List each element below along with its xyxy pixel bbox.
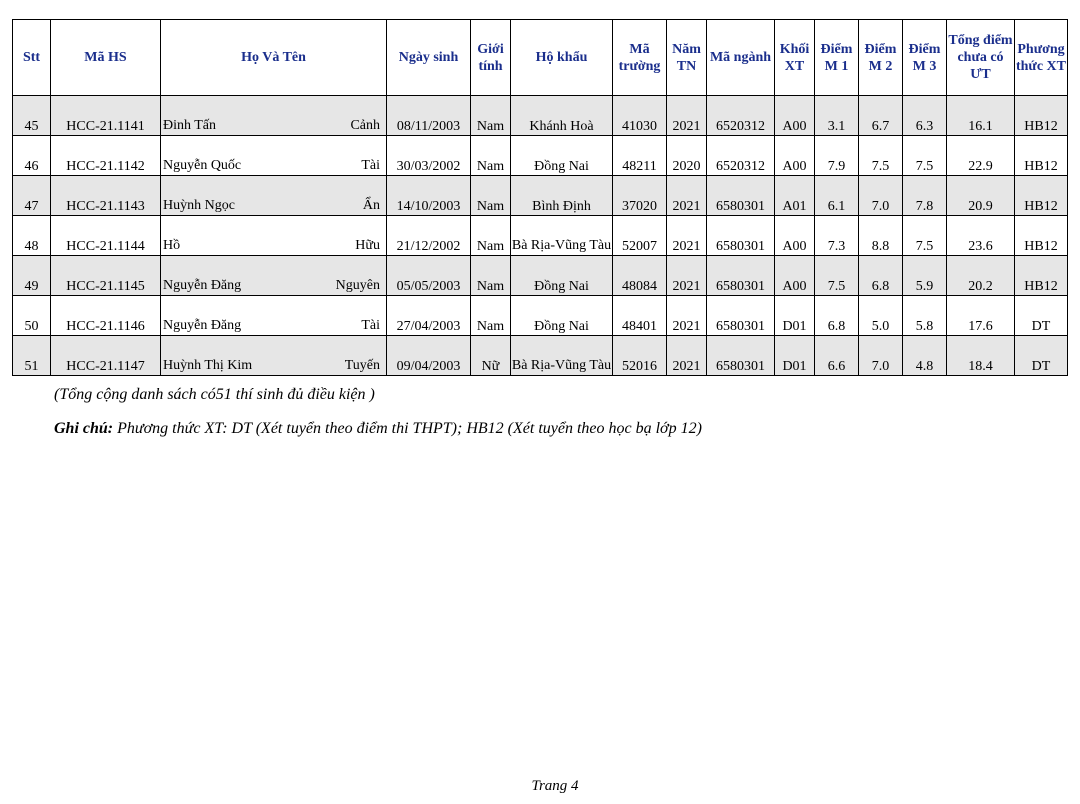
cell-tong: 20.9 <box>947 176 1015 216</box>
cell-namtn: 2021 <box>667 216 707 256</box>
cell-ngaysinh: 14/10/2003 <box>387 176 471 216</box>
cell-khoi: A01 <box>775 176 815 216</box>
header-row <box>13 20 1068 96</box>
cell-pt: HB12 <box>1015 256 1068 296</box>
cell-manganh: 6580301 <box>707 216 775 256</box>
note <box>54 420 702 438</box>
cell-pt: HB12 <box>1015 96 1068 136</box>
cell-namtn: 2021 <box>667 96 707 136</box>
cell-ho: Nguyễn Quốc <box>163 158 242 173</box>
cell-m3: 5.8 <box>903 296 947 336</box>
cell-m3: 6.3 <box>903 96 947 136</box>
cell-tong: 17.6 <box>947 296 1015 336</box>
cell-gioitinh: Nam <box>471 136 511 176</box>
cell-khoi: A00 <box>775 216 815 256</box>
cell-gioitinh: Nam <box>471 216 511 256</box>
cell-matruong: 48084 <box>613 256 667 296</box>
cell-hoten <box>161 336 387 376</box>
cell-hokhau: Đồng Nai <box>511 296 613 336</box>
cell-m3: 7.5 <box>903 136 947 176</box>
cell-matruong: 52016 <box>613 336 667 376</box>
cell-ho: Huỳnh Ngọc <box>163 198 235 213</box>
cell-m1: 7.9 <box>815 136 859 176</box>
cell-gioitinh: Nam <box>471 176 511 216</box>
header-khoixt: Khối XT <box>775 20 815 96</box>
cell-m1: 6.6 <box>815 336 859 376</box>
cell-manganh: 6580301 <box>707 256 775 296</box>
cell-tong: 18.4 <box>947 336 1015 376</box>
cell-stt: 51 <box>13 336 51 376</box>
cell-hokhau: Đồng Nai <box>511 136 613 176</box>
cell-ho: Huỳnh Thị Kim <box>163 358 253 373</box>
cell-stt: 45 <box>13 96 51 136</box>
header-stt: Stt <box>13 20 51 96</box>
cell-hokhau: Bà Rịa-Vũng Tàu <box>511 336 613 376</box>
cell-matruong: 37020 <box>613 176 667 216</box>
cell-gioitinh: Nam <box>471 296 511 336</box>
cell-stt: 47 <box>13 176 51 216</box>
cell-manganh: 6580301 <box>707 296 775 336</box>
cell-gioitinh: Nam <box>471 256 511 296</box>
cell-ho: Đinh Tấn <box>163 118 217 133</box>
cell-pt: HB12 <box>1015 136 1068 176</box>
header-matruong: Mã trường <box>613 20 667 96</box>
header-mahs: Mã HS <box>51 20 161 96</box>
header-hokhau: Hộ khẩu <box>511 20 613 96</box>
cell-hoten <box>161 176 387 216</box>
cell-m2: 7.0 <box>859 176 903 216</box>
cell-stt: 48 <box>13 216 51 256</box>
cell-gioitinh: Nữ <box>471 336 511 376</box>
cell-manganh: 6520312 <box>707 136 775 176</box>
cell-pt: DT <box>1015 296 1068 336</box>
cell-hokhau: Bà Rịa-Vũng Tàu <box>511 216 613 256</box>
cell-m1: 3.1 <box>815 96 859 136</box>
cell-ten: Tuyến <box>344 358 380 373</box>
cell-ngaysinh: 30/03/2002 <box>387 136 471 176</box>
cell-ten: Cảnh <box>350 118 380 133</box>
cell-khoi: D01 <box>775 296 815 336</box>
cell-m2: 6.8 <box>859 256 903 296</box>
cell-mahs: HCC-21.1141 <box>51 96 161 136</box>
cell-pt: DT <box>1015 336 1068 376</box>
cell-ten: Tài <box>361 158 380 173</box>
header-ngaysinh: Ngày sinh <box>387 20 471 96</box>
cell-khoi: A00 <box>775 256 815 296</box>
table-row <box>13 176 1068 216</box>
cell-hokhau: Bình Định <box>511 176 613 216</box>
cell-m3: 5.9 <box>903 256 947 296</box>
header-gioitinh: Giới tính <box>471 20 511 96</box>
cell-hoten <box>161 216 387 256</box>
cell-namtn: 2021 <box>667 176 707 216</box>
note-label: Ghi chú: <box>54 420 114 437</box>
cell-matruong: 48211 <box>613 136 667 176</box>
header-diem3: Điểm M 3 <box>903 20 947 96</box>
cell-tong: 22.9 <box>947 136 1015 176</box>
cell-m3: 7.8 <box>903 176 947 216</box>
cell-mahs: HCC-21.1142 <box>51 136 161 176</box>
page-number: Trang 4 <box>531 778 579 794</box>
header-namtn: Năm TN <box>667 20 707 96</box>
cell-m1: 6.8 <box>815 296 859 336</box>
header-manganh: Mã ngành <box>707 20 775 96</box>
candidate-table <box>12 19 1068 376</box>
cell-mahs: HCC-21.1144 <box>51 216 161 256</box>
cell-mahs: HCC-21.1145 <box>51 256 161 296</box>
cell-manganh: 6580301 <box>707 176 775 216</box>
cell-ngaysinh: 21/12/2002 <box>387 216 471 256</box>
cell-stt: 46 <box>13 136 51 176</box>
cell-hoten <box>161 296 387 336</box>
cell-namtn: 2021 <box>667 336 707 376</box>
cell-pt: HB12 <box>1015 176 1068 216</box>
cell-m1: 7.5 <box>815 256 859 296</box>
cell-tong: 16.1 <box>947 96 1015 136</box>
cell-ten: Hữu <box>355 238 380 253</box>
cell-mahs: HCC-21.1143 <box>51 176 161 216</box>
cell-namtn: 2021 <box>667 296 707 336</box>
cell-ngaysinh: 08/11/2003 <box>387 96 471 136</box>
cell-matruong: 48401 <box>613 296 667 336</box>
cell-manganh: 6520312 <box>707 96 775 136</box>
cell-ten: Tài <box>361 318 380 333</box>
cell-ngaysinh: 27/04/2003 <box>387 296 471 336</box>
header-hoten: Họ Và Tên <box>161 20 387 96</box>
cell-ngaysinh: 09/04/2003 <box>387 336 471 376</box>
cell-mahs: HCC-21.1147 <box>51 336 161 376</box>
cell-ten: Nguyên <box>335 278 380 293</box>
header-diem1: Điểm M 1 <box>815 20 859 96</box>
cell-mahs: HCC-21.1146 <box>51 296 161 336</box>
note-text: Phương thức XT: DT (Xét tuyển theo điểm thi THPT); HB12 (Xét tuyển theo học bạ lớp 12) <box>113 420 702 437</box>
cell-gioitinh: Nam <box>471 96 511 136</box>
summary-text: (Tổng cộng danh sách có51 thí sinh đủ điều kiện ) <box>54 386 375 403</box>
cell-namtn: 2021 <box>667 256 707 296</box>
header-phuongthuc: Phương thức XT <box>1015 20 1068 96</box>
cell-hokhau: Khánh Hoà <box>511 96 613 136</box>
cell-hoten <box>161 96 387 136</box>
cell-matruong: 41030 <box>613 96 667 136</box>
cell-namtn: 2020 <box>667 136 707 176</box>
table-row <box>13 216 1068 256</box>
cell-ngaysinh: 05/05/2003 <box>387 256 471 296</box>
cell-khoi: D01 <box>775 336 815 376</box>
table-row <box>13 256 1068 296</box>
cell-matruong: 52007 <box>613 216 667 256</box>
cell-ten: Ẩn <box>362 198 380 213</box>
cell-m2: 7.0 <box>859 336 903 376</box>
cell-m3: 7.5 <box>903 216 947 256</box>
header-diem2: Điểm M 2 <box>859 20 903 96</box>
cell-tong: 20.2 <box>947 256 1015 296</box>
cell-m3: 4.8 <box>903 336 947 376</box>
cell-khoi: A00 <box>775 96 815 136</box>
cell-m2: 6.7 <box>859 96 903 136</box>
cell-hoten <box>161 256 387 296</box>
table-row <box>13 336 1068 376</box>
cell-tong: 23.6 <box>947 216 1015 256</box>
cell-m2: 7.5 <box>859 136 903 176</box>
cell-m1: 6.1 <box>815 176 859 216</box>
header-tongdiem: Tổng điểm chưa có ƯT <box>947 20 1015 96</box>
cell-ho: Hồ <box>163 238 181 253</box>
cell-pt: HB12 <box>1015 216 1068 256</box>
cell-hoten <box>161 136 387 176</box>
table-row <box>13 96 1068 136</box>
cell-m1: 7.3 <box>815 216 859 256</box>
table-row <box>13 296 1068 336</box>
cell-stt: 49 <box>13 256 51 296</box>
cell-ho: Nguyễn Đăng <box>163 318 242 333</box>
cell-manganh: 6580301 <box>707 336 775 376</box>
cell-m2: 5.0 <box>859 296 903 336</box>
cell-hokhau: Đồng Nai <box>511 256 613 296</box>
cell-ho: Nguyễn Đăng <box>163 278 242 293</box>
cell-m2: 8.8 <box>859 216 903 256</box>
cell-khoi: A00 <box>775 136 815 176</box>
cell-stt: 50 <box>13 296 51 336</box>
table-row <box>13 136 1068 176</box>
